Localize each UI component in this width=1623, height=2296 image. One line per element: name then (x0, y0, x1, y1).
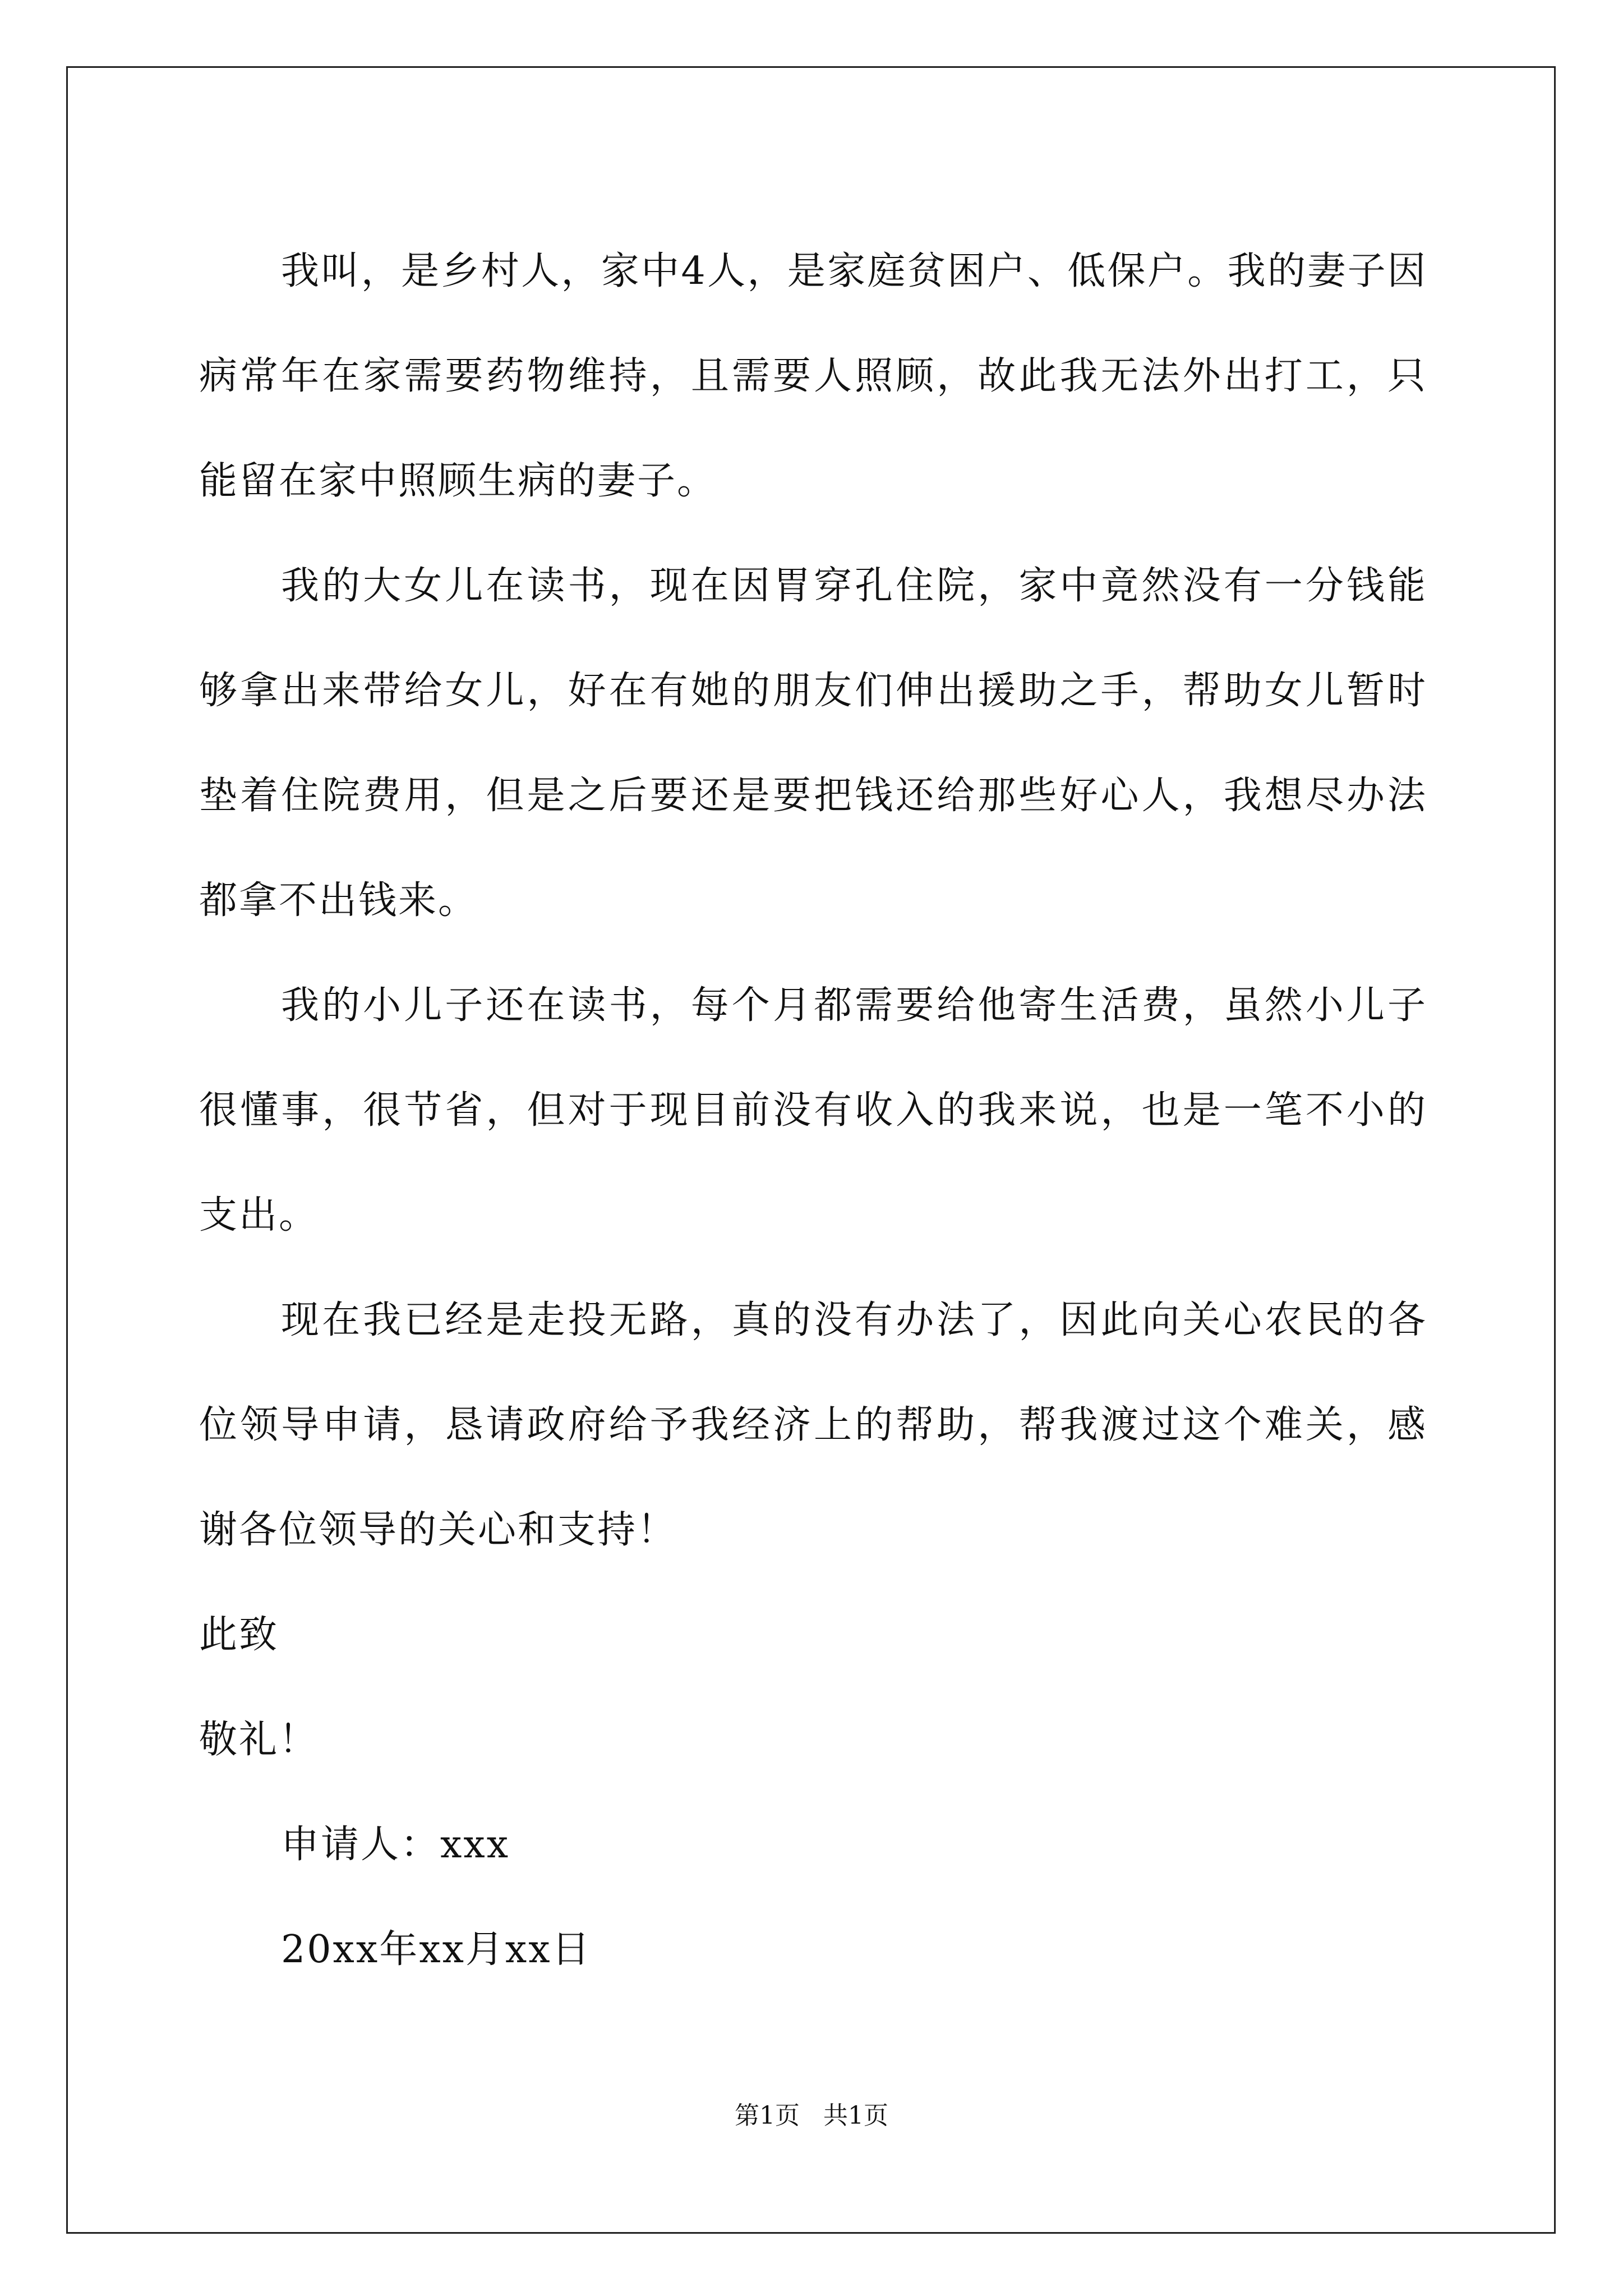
page-number-current: 第1页 (735, 2101, 800, 2130)
page-number-total: 共1页 (823, 2101, 888, 2130)
page-footer (0, 2095, 1623, 2131)
applicant-signature: 申请人：xxx (281, 1823, 510, 1867)
paragraph-family-situation: 我叫，是乡村人，家中4人，是家庭贫困户、低保户。我的妻子因病常年在家需要药物维持，且需要人照顾，故此我无法外出打工，只能留在家中照顾生病的妻子。 (199, 249, 1427, 503)
paragraph-request: 现在我已经是走投无路，真的没有办法了，因此向关心农民的各位领导申请，恳请政府给予我经济上的帮助，帮我渡过这个难关，感谢各位领导的关心和支持！ (199, 1298, 1427, 1552)
closing-salutation: 此致 (199, 1613, 279, 1657)
closing-regards: 敬礼！ (199, 1718, 319, 1762)
paragraph-son: 我的小儿子还在读书，每个月都需要给他寄生活费，虽然小儿子很懂事，很节省，但对于现目前没有收入的我来说，也是一笔不小的支出。 (199, 983, 1427, 1237)
paragraph-daughter: 我的大女儿在读书，现在因胃穿孔住院，家中竟然没有一分钱能够拿出来带给女儿，好在有她的朋友们伸出援助之手，帮助女儿暂时垫着住院费用，但是之后要还是要把钱还给那些好心人，我想尽办法都拿不出钱来。 (199, 564, 1427, 923)
letter-date: 20xx年xx月xx日 (281, 1927, 592, 1972)
letter-body (199, 219, 1427, 2002)
